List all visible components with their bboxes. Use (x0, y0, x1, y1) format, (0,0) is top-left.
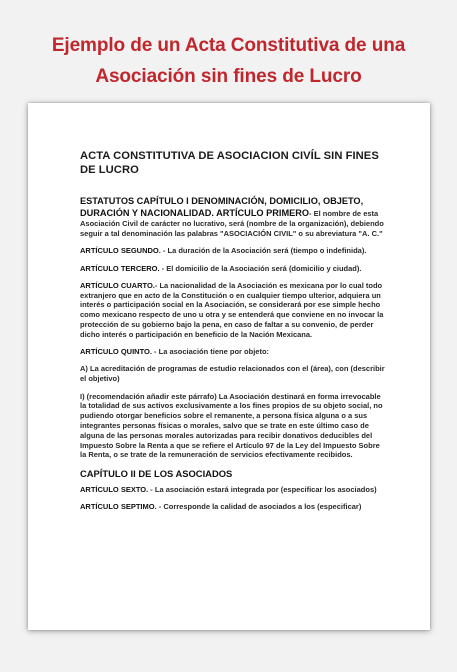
paragraph-text: - La asociación tiene por objeto: (151, 347, 270, 357)
paragraph-articulo-cuarto (80, 281, 385, 340)
heading-line-1: Ejemplo de un Acta Constitutiva de una (51, 35, 406, 56)
paragraph-lead: ARTÍCULO TERCERO. (80, 263, 160, 273)
paragraph-objeto-i (80, 392, 385, 461)
paragraph-lead: ARTÍCULO QUINTO. (80, 347, 152, 357)
paragraph-text: - El domicilio de la Asociación será (domicilio y ciudad). (159, 263, 362, 273)
paragraph-text: - La asociación estará integrada por (especificar los asociados) (148, 484, 377, 494)
paragraph-text: - Corresponde la calidad de asociados a los (especificar) (156, 501, 362, 511)
paragraph-text: - La nacionalidad de la Asociación es mexicana por lo cual todo extranjero que en acto de la Constitución o en cualquier tiempo ulterior, adquiera un interés o participación social en la Asociación, se considerará por ese simple hecho como mexicano respecto de uno u otra y se entenderá que conviene en no invocar la protección de su gobierno bajo la pena, en caso de faltar a su convenio, de perder dicho interés o participación en beneficio de la Nación Mexicana. (80, 280, 384, 339)
paragraph-text: - El nombre de esta Asociación Civil de carácter no lucrativo, será (nombre de la organización), debiendo seguir a tal denominación las palabras "ASOCIACIÓN CIVIL" o su abreviatura "A. C." (80, 208, 384, 238)
paragraph-text: A) La acreditación de programas de estudio relacionados con el (área), con (describir el objetivo) (80, 364, 385, 384)
paragraph-articulo-primero (80, 196, 385, 239)
paragraph-lead: ARTÍCULO CUARTO. (80, 280, 155, 290)
paragraph-articulo-quinto (80, 347, 385, 357)
page-heading (0, 30, 457, 92)
paragraph-lead: ARTÍCULO SEXTO. (80, 484, 149, 494)
paragraph-articulo-tercero (80, 264, 385, 274)
paragraph-objeto-a (80, 364, 385, 384)
paragraph-articulo-sexto (80, 485, 385, 495)
paragraph-lead: ARTÍCULO SEPTIMO. (80, 501, 157, 511)
paragraph-lead: ESTATUTOS CAPÍTULO I DENOMINACIÓN, DOMICILIO, OBJETO, DURACIÓN Y NACIONALIDAD. ARTÍCULO PRIMERO (80, 196, 364, 218)
heading-line-2: Asociación sin fines de Lucro (95, 66, 362, 87)
paragraph-lead: ARTÍCULO SEGUNDO. (80, 246, 161, 256)
paragraph-text: I) (recomendación añadir este párrafo) La Asociación destinará en forma irrevocable la totalidad de sus activos exclusivamente a los fines propios de su objeto social, no pudiendo otorgar beneficios sobre el remanente, a persona física alguna o a sus integrantes personas físicas o morales, salvo que se trate en este último caso de alguna de las personas morales autorizadas para recibir donativos deducibles del Impuesto Sobre la Renta a que se refiere el Artículo 97 de la Ley del Impuesto Sobre la Renta, o se trate de la remuneración de servicios efectivamente recibidos. (80, 391, 383, 460)
document-content (80, 149, 385, 519)
document-title: ACTA CONSTITUTIVA DE ASOCIACION CIVÍL SIN FINES DE LUCRO (80, 150, 379, 176)
section-title-capitulo-2: CAPÍTULO II DE LOS ASOCIADOS (80, 467, 233, 479)
paragraph-articulo-septimo (80, 502, 385, 512)
paragraph-text: - La duración de la Asociación será (tiempo o indefinida). (160, 246, 367, 256)
document-page (28, 103, 430, 630)
paragraph-articulo-segundo (80, 246, 385, 256)
